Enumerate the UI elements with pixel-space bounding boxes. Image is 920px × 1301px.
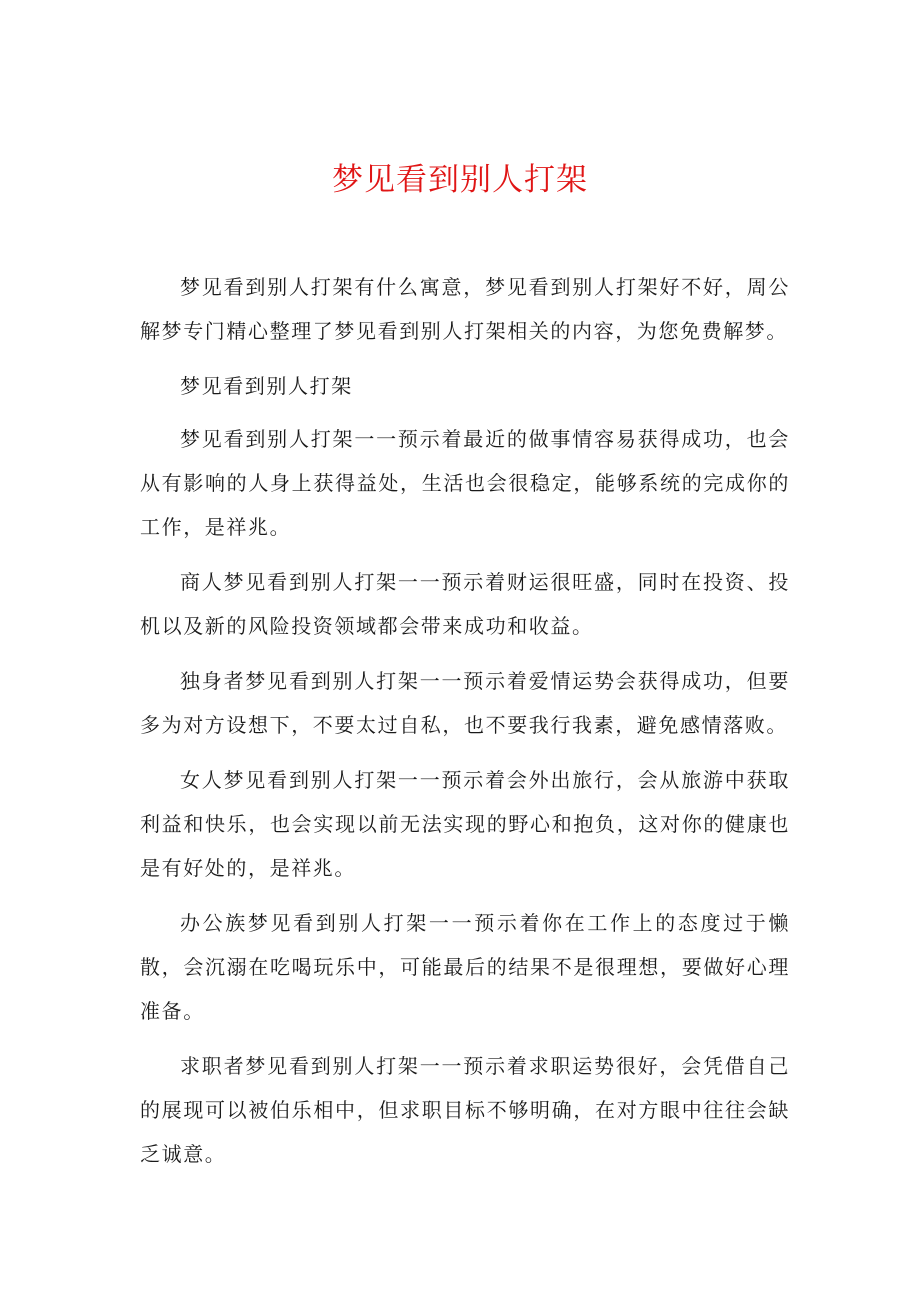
paragraph-merchant: 商人梦见看到别人打架一一预示着财运很旺盛，同时在投资、投机以及新的风险投资领域都会带来成功和收益。 [140,570,790,638]
intro-paragraph: 梦见看到别人打架有什么寓意，梦见看到别人打架好不好，周公解梦专门精心整理了梦见看到别人打架相关的内容，为您免费解梦。 [140,275,790,343]
paragraph-single: 独身者梦见看到别人打架一一预示着爱情运势会获得成功，但要多为对方设想下，不要太过自私，也不要我行我素，避免感情落败。 [140,669,790,737]
paragraph-office-worker: 办公族梦见看到别人打架一一预示着你在工作上的态度过于懒散，会沉溺在吃喝玩乐中，可能最后的结果不是很理想，要做好心理准备。 [140,911,790,1023]
paragraph-general: 梦见看到别人打架一一预示着最近的做事情容易获得成功，也会从有影响的人身上获得益处，生活也会很稳定，能够系统的完成你的工作，是祥兆。 [140,427,790,539]
paragraph-job-seeker: 求职者梦见看到别人打架一一预示着求职运势很好，会凭借自己的展现可以被伯乐相中，但求职目标不够明确，在对方眼中往往会缺乏诚意。 [140,1054,790,1166]
page-title: 梦见看到别人打架 [332,162,588,198]
paragraph-woman: 女人梦见看到别人打架一一预示着会外出旅行，会从旅游中获取利益和快乐，也会实现以前无法实现的野心和抱负，这对你的健康也是有好处的，是祥兆。 [140,768,790,880]
document-body [140,265,790,1187]
section-heading: 梦见看到别人打架 [180,374,353,398]
